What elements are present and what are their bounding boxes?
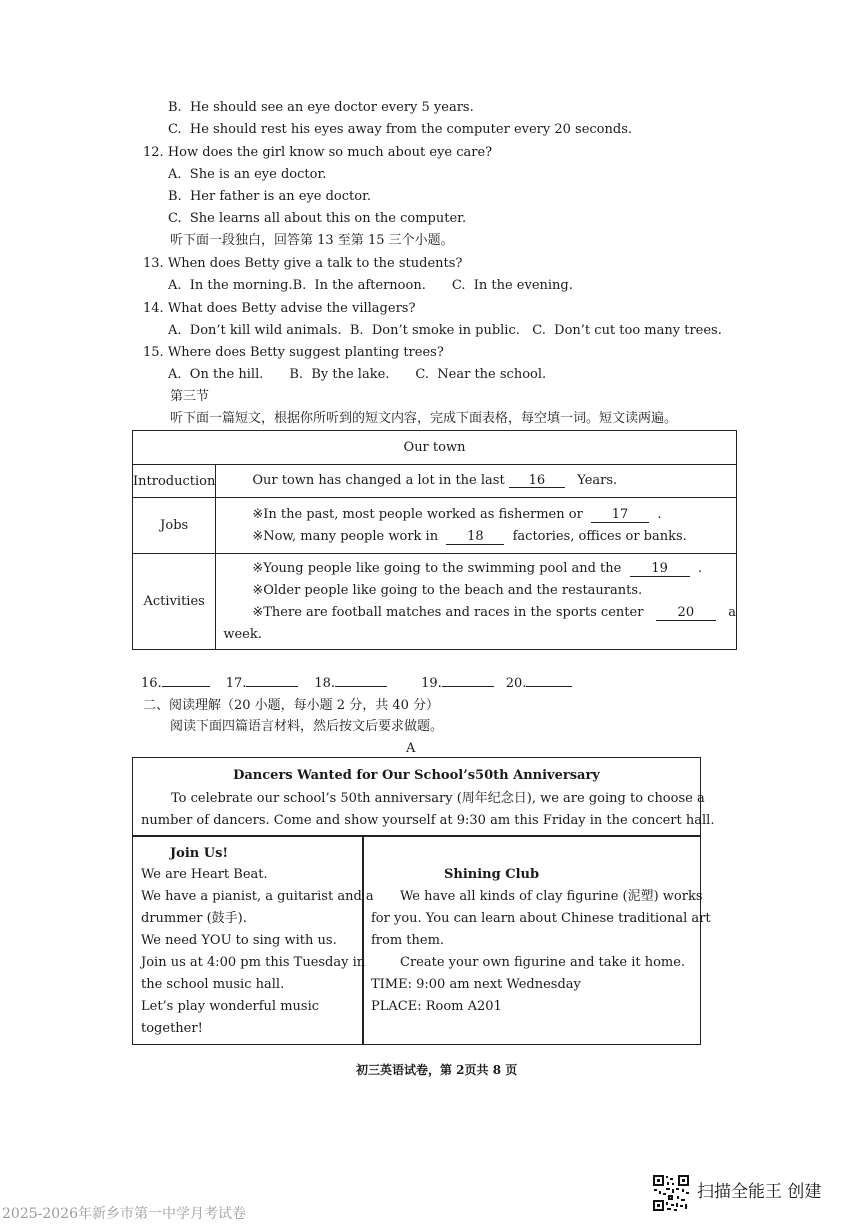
q15-question: 15. Where does Betty suggest planting trees? — [143, 345, 444, 360]
town-table-title: Our town — [133, 431, 737, 465]
ad-line-2: number of dancers. Come and show yourself at 9:30 am this Friday in the concert hall. — [141, 813, 715, 828]
answer-blanks-row — [141, 677, 572, 690]
ad-title: Dancers Wanted for Our School’s50th Anniversary — [233, 768, 600, 783]
q12-option-c: C. She learns all about this on the computer. — [168, 211, 467, 226]
activities-line-4: week. — [223, 626, 262, 642]
q12-question: 12. How does the girl know so much about eye care? — [143, 145, 493, 160]
q14-options — [168, 324, 722, 337]
shining-club-title: Shining Club — [444, 867, 540, 882]
q13-option-c: C. In the evening. — [451, 278, 573, 293]
activities-line-2: ※Older people like going to the beach and the restaurants. — [252, 582, 643, 598]
q11-option-b: B. He should see an eye doctor every 5 years. — [168, 100, 474, 115]
heart-beat-line-1: We are Heart Beat. — [141, 867, 268, 882]
answer-18: 18. — [314, 676, 387, 691]
heart-beat-title: Join Us! — [170, 846, 229, 861]
reading-instruction: 阅读下面四篇语言材料，然后按文后要求做题。 — [170, 719, 444, 734]
q14-option-b: B. Don’t smoke in public. — [349, 323, 520, 338]
q11-option-c: C. He should rest his eyes away from the computer every 20 seconds. — [168, 122, 633, 137]
heart-beat-line-3: drummer (鼓手). — [141, 911, 247, 926]
answer-17: 17. — [226, 676, 299, 691]
q15-option-c: C. Near the school. — [415, 367, 547, 382]
q13-option-b: B. In the afternoon. — [292, 278, 426, 293]
blank-20: 20 — [656, 605, 716, 621]
jobs-line-2: ※Now, many people work in 18 factories, offices or banks. — [252, 528, 687, 544]
q13-option-a: A. In the morning. — [168, 278, 293, 293]
shining-club-line-3: from them. — [371, 933, 445, 948]
qr-code-icon — [652, 1174, 690, 1212]
page-info: 初三英语试卷，第 2页共 8 页 — [356, 1063, 518, 1077]
heart-beat-line-4: We need YOU to sing with us. — [141, 933, 337, 948]
q15-option-b: B. By the lake. — [289, 367, 390, 382]
shining-club-line-4: Create your own figurine and take it home. — [400, 955, 686, 970]
q14-option-c: C. Don’t cut too many trees. — [532, 323, 722, 338]
ad-line-1: To celebrate our school’s 50th anniversary (周年纪念日), we are going to choose a — [171, 791, 705, 806]
town-table — [132, 430, 737, 650]
blank-19: 19 — [630, 561, 690, 577]
intro-cell: Our town has changed a lot in the last 16 Years. — [216, 465, 737, 498]
watermark: 2025-2026年新乡市第一中学月考试卷 — [2, 1206, 246, 1222]
shining-club-line-2: for you. You can learn about Chinese traditional art — [371, 911, 711, 926]
q13-question: 13. When does Betty give a talk to the students? — [143, 256, 463, 271]
shining-club-line-6: PLACE: Room A201 — [371, 999, 502, 1014]
scanner-credit: 扫描全能王 创建 — [697, 1182, 822, 1202]
answer-19: 19. — [421, 676, 494, 691]
q14-question: 14. What does Betty advise the villagers? — [143, 301, 416, 316]
activities-line-1: ※Young people like going to the swimming pool and the 19 . — [252, 560, 703, 576]
shining-club-line-5: TIME: 9:00 am next Wednesday — [371, 977, 581, 992]
jobs-line-1: ※In the past, most people worked as fishermen or 17 . — [252, 506, 662, 522]
heart-beat-line-7: Let’s play wonderful music — [141, 999, 320, 1014]
blank-17: 17 — [591, 507, 649, 523]
section3-label: 第三节 — [170, 389, 210, 404]
jobs-label: Jobs — [133, 498, 216, 554]
q12-option-a: A. She is an eye doctor. — [168, 167, 327, 182]
answer-16: 16. — [141, 676, 210, 691]
q12-option-b: B. Her father is an eye doctor. — [168, 189, 372, 204]
activities-label: Activities — [133, 554, 216, 650]
monologue-instruction: 听下面一段独白，回答第 13 至第 15 三个小题。 — [170, 233, 454, 248]
intro-label: Introduction — [133, 465, 216, 498]
section3-instruction: 听下面一篇短文，根据你所听到的短文内容，完成下面表格，每空填一词。短文读两遍。 — [170, 411, 678, 426]
activities-line-3: ※There are football matches and races in the sports center 20 a — [252, 604, 736, 620]
heart-beat-line-5: Join us at 4:00 pm this Tuesday in — [141, 955, 366, 970]
heart-beat-line-2: We have a pianist, a guitarist and a — [141, 889, 374, 904]
reading-heading: 二、阅读理解（20 小题，每小题 2 分，共 40 分） — [143, 698, 440, 713]
shining-club-line-1: We have all kinds of clay figurine (泥塑) works — [400, 889, 703, 904]
heart-beat-line-8: together! — [141, 1021, 203, 1036]
jobs-cell — [216, 498, 737, 554]
q14-option-a: A. Don’t kill wild animals. — [168, 323, 342, 338]
blank-16: 16 — [509, 474, 565, 488]
blank-18: 18 — [446, 529, 504, 545]
activities-cell — [216, 554, 737, 650]
answer-20: 20. — [506, 676, 573, 691]
passage-label: A — [406, 741, 416, 756]
q13-options — [168, 279, 573, 292]
heart-beat-line-6: the school music hall. — [141, 977, 285, 992]
q15-options — [168, 368, 546, 381]
q15-option-a: A. On the hill. — [168, 367, 264, 382]
